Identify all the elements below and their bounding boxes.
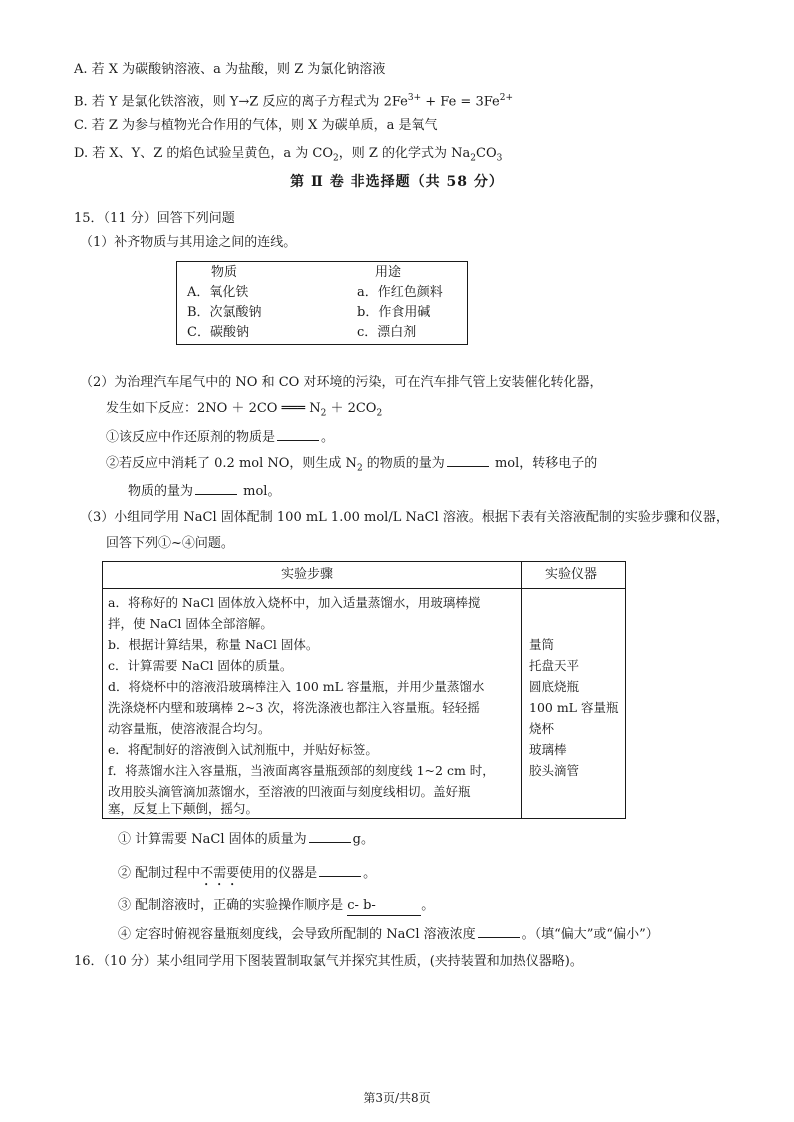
- option-b: [74, 89, 513, 111]
- answer-blank[interactable]: [309, 829, 351, 843]
- table-head-usage: 用途: [375, 265, 402, 280]
- answer-blank[interactable]: [319, 863, 361, 877]
- q15-part2-line1: （2）为治理汽车尾气中的 NO 和 CO 对环境的污染，可在汽车排气管上安装催化转化器，: [80, 375, 603, 390]
- n2-subscript: 2: [320, 408, 327, 419]
- material-b: B．次氯酸钠: [187, 305, 262, 320]
- fe3-charge: 3+: [407, 93, 422, 103]
- instrument-item: 烧杯: [529, 721, 555, 736]
- co2-subscript: 2: [332, 153, 339, 164]
- q15-title: 15．（11 分）回答下列问题: [74, 211, 235, 226]
- material-c: C．碳酸钠: [187, 325, 249, 340]
- option-b-mid: + Fe = 3Fe: [421, 94, 500, 110]
- step-line: f．将蒸馏水注入容量瓶，当液面离容量瓶颈部的刻度线 1~2 cm 时，: [108, 763, 495, 778]
- instrument-item: 胶头滴管: [529, 763, 580, 778]
- answer-blank[interactable]: [277, 427, 319, 441]
- usage-c: c．漂白剂: [357, 325, 417, 340]
- experiment-table: [102, 561, 626, 819]
- option-d-text: D. 若 X、Y、Z 的焰色试验呈黄色，a 为 CO: [74, 146, 333, 161]
- option-d-co: CO: [476, 146, 497, 161]
- co2-subscript-eq: 2: [376, 408, 383, 419]
- sub1-end: g。: [352, 832, 374, 847]
- fe2-charge: 2+: [499, 93, 513, 103]
- option-d: [74, 145, 502, 168]
- q2-mid: 的物质的量为: [362, 456, 445, 471]
- option-a-text: A. 若 X 为碳酸钠溶液、a 为盐酸，则 Z 为氯化钠溶液: [74, 62, 386, 77]
- q15-part2-q2: [106, 453, 597, 478]
- q1-text: ①该反应中作还原剂的物质是: [106, 430, 276, 445]
- sub3-text: ③ 配制溶液时，正确的实验操作顺序是: [118, 898, 348, 913]
- answer-blank[interactable]: [478, 924, 520, 938]
- step-line: 动容量瓶，使溶液混合均匀。: [108, 721, 271, 736]
- instrument-item: 托盘天平: [529, 658, 580, 673]
- material-usage-table: [176, 261, 468, 345]
- q15-part2-q1: [106, 427, 334, 447]
- q1-end: 。: [321, 430, 335, 445]
- option-c-text: C. 若 Z 为参与植物光合作用的气体，则 X 为碳单质，a 是氧气: [74, 118, 438, 133]
- equation-mid: ＋ 2CO: [326, 401, 377, 416]
- step-line: 改用胶头滴管滴加蒸馏水，至溶液的凹液面与刻度线相切。盖好瓶: [108, 784, 471, 799]
- table-head-steps: 实验步骤: [281, 567, 334, 582]
- table-divider-horizontal: [103, 588, 625, 589]
- step-line: 拌，使 NaCl 固体全部溶解。: [108, 616, 273, 631]
- step-line: c．计算需要 NaCl 固体的质量。: [108, 658, 293, 673]
- q15-sub1: [118, 829, 374, 849]
- q16-title: 16．（10 分）某小组同学用下图装置制取氯气并探究其性质，(夹持装置和加热仪器略)。: [74, 954, 583, 969]
- sequence-answer-blank[interactable]: c- b-: [347, 897, 421, 916]
- q2-text: ②若反应中消耗了 0.2 mol NO，则生成 N: [106, 456, 357, 471]
- table-divider-vertical: [521, 562, 522, 818]
- sub4-text: ④ 定容时俯视容量瓶刻度线，会导致所配制的 NaCl 溶液浓度: [118, 927, 476, 942]
- n2-sub-q2: 2: [356, 463, 363, 474]
- step-line: d．将烧杯中的溶液沿玻璃棒注入 100 mL 容量瓶，并用少量蒸馏水: [108, 679, 485, 694]
- step-line: b．根据计算结果，称量 NaCl 固体。: [108, 637, 319, 652]
- sub1-text: ① 计算需要 NaCl 固体的质量为: [118, 832, 307, 847]
- option-d-mid: ，则 Z 的化学式为 Na: [338, 146, 471, 161]
- option-b-text: B. 若 Y 是氯化铁溶液，则 Y→Z 反应的离子方程式为 2Fe: [74, 94, 408, 110]
- table-head-material: 物质: [211, 265, 238, 280]
- q15-part3-line1: （3）小组同学用 NaCl 固体配制 100 mL 1.00 mol/L NaCl 溶液。根据下表有关溶液配制的实验步骤和仪器，: [80, 510, 729, 525]
- instrument-item: 玻璃棒: [529, 742, 567, 757]
- q15-part1: （1）补齐物质与其用途之间的连线。: [80, 235, 297, 250]
- q2-unit: mol，转移电子的: [490, 456, 598, 471]
- sub2-text: ② 配制过程中: [118, 866, 201, 881]
- instrument-item: 量筒: [529, 637, 555, 652]
- step-line: 塞，反复上下颠倒，摇匀。: [108, 801, 259, 816]
- q15-sub3: [118, 897, 434, 916]
- sub3-end: 。: [421, 898, 435, 913]
- sub4-end: 。（填“偏大”或“偏小”）: [521, 927, 659, 942]
- instrument-item: 100 mL 容量瓶: [529, 700, 619, 715]
- na2-subscript: 2: [470, 153, 477, 164]
- q15-sub4: [118, 924, 659, 944]
- option-c: [74, 117, 437, 135]
- answer-blank[interactable]: [195, 481, 237, 495]
- instrument-item: 圆底烧瓶: [529, 679, 580, 694]
- section-heading: 第 Ⅱ 卷 非选择题（共 58 分）: [290, 174, 504, 190]
- co3-subscript: 3: [496, 153, 503, 164]
- usage-a: a．作红色颜料: [357, 285, 443, 300]
- table-head-instruments: 实验仪器: [545, 567, 598, 582]
- sub2-post: 使用的仪器是: [239, 866, 318, 881]
- step-line: e．将配制好的溶液倒入试剂瓶中，并贴好标签。: [108, 742, 378, 757]
- step-line: a．将称好的 NaCl 固体放入烧杯中，加入适量蒸馏水，用玻璃棒搅: [108, 595, 481, 610]
- sub2-end: 。: [363, 866, 377, 881]
- q2-unit2: mol。: [239, 484, 281, 499]
- q15-part2-q2-line2: [128, 481, 280, 501]
- answer-blank[interactable]: [447, 453, 489, 467]
- q2-line2-text: 物质的量为: [128, 484, 194, 499]
- q15-part3-line2: 回答下列①~④问题。: [106, 536, 234, 551]
- step-line: 洗涤烧杯内壁和玻璃棒 2~3 次，将洗涤液也都注入容量瓶。轻轻摇: [108, 700, 480, 715]
- equation-pre: 发生如下反应：2NO ＋ 2CO ═══ N: [106, 401, 321, 416]
- usage-b: b．作食用碱: [357, 305, 431, 320]
- q15-part2-equation: [106, 400, 382, 423]
- page-footer: 第3页/共8页: [363, 1091, 431, 1105]
- emphasis-not-needed: 不需要: [200, 866, 240, 881]
- option-a: [74, 61, 385, 79]
- material-a: A．氧化铁: [187, 285, 249, 300]
- q15-sub2: [118, 863, 376, 889]
